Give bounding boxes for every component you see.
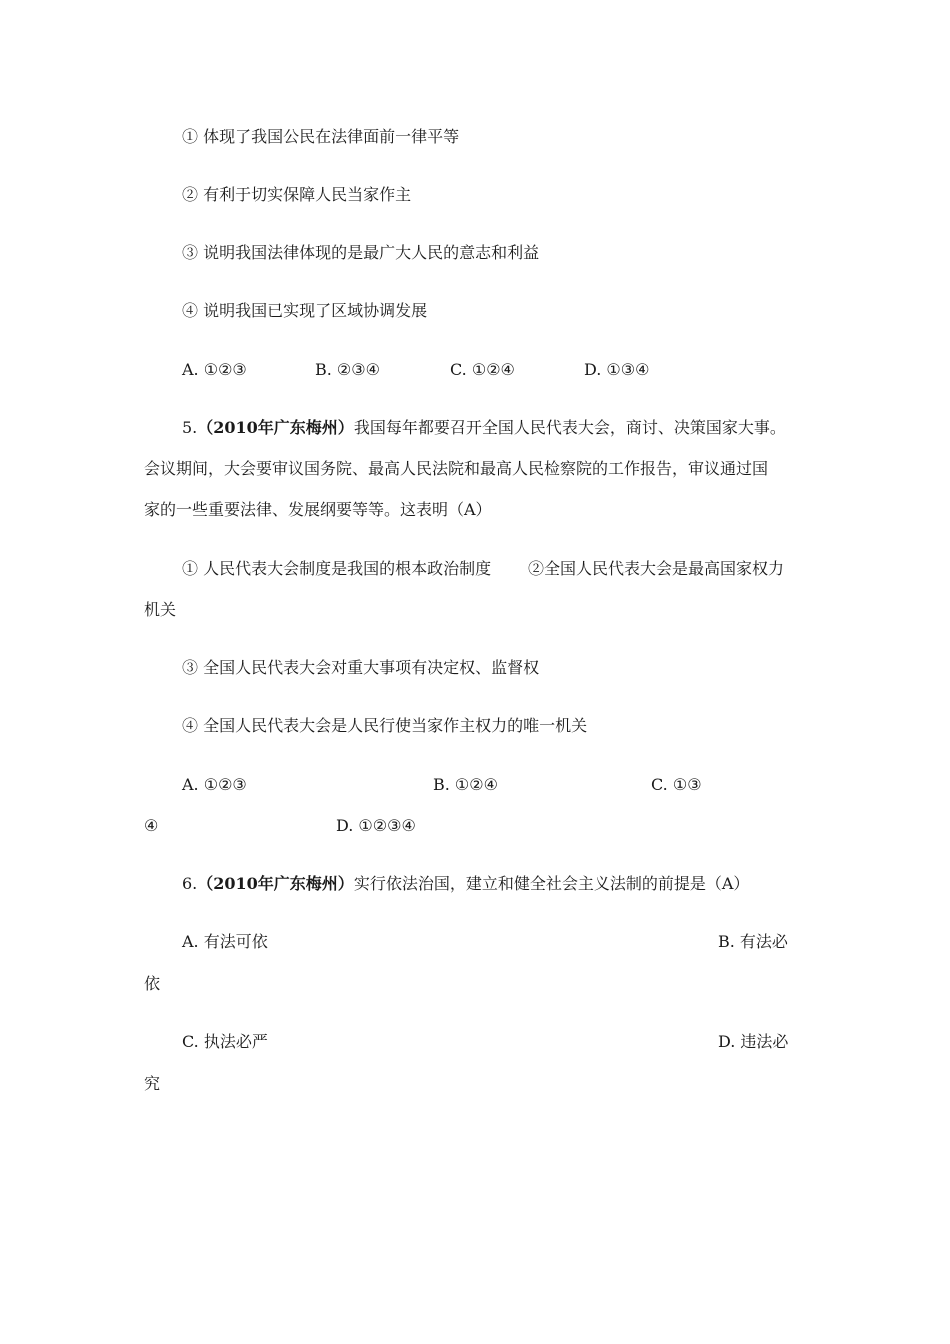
q4-item-1: ① 体现了我国公民在法律面前一律平等 [182,127,460,146]
q6-choice-b: B. 有法必 [718,932,788,951]
q5-choice-b: B. ①②④ [433,775,498,794]
q5-item-2-continued: 机关 [144,600,177,619]
q4-item-2: ② 有利于切实保障人民当家作主 [182,185,412,204]
q5-stem-line-3: 家的一些重要法律、发展纲要等等。这表明（A） [144,500,492,519]
q5-stem-text: 我国每年都要召开全国人民代表大会，商讨、决策国家大事。 [353,418,786,437]
q6-choice-b-continued: 依 [144,974,161,993]
q5-choice-a: A. ①②③ [182,775,247,794]
q5-item-4: ④ 全国人民代表大会是人民行使当家作主权力的唯一机关 [182,716,588,735]
q5-number: 5. [182,418,198,437]
q6-source: （2010年广东梅州） [197,874,354,893]
q5-stem-line-1 [182,418,786,438]
q4-choice-d: D. ①③④ [584,360,650,379]
q5-choice-c-continued: ④ [144,816,159,835]
q5-choice-d: D. ①②③④ [336,816,416,835]
q6-stem-text: 实行依法治国，建立和健全社会主义法制的前提是（A） [353,874,750,893]
q4-choice-b: B. ②③④ [315,360,380,379]
q4-choice-c: C. ①②④ [450,360,515,379]
q4-choice-a: A. ①②③ [182,360,247,379]
q4-item-4: ④ 说明我国已实现了区域协调发展 [182,301,428,320]
q5-item-1: ① 人民代表大会制度是我国的根本政治制度 [182,559,492,578]
q5-item-3: ③ 全国人民代表大会对重大事项有决定权、监督权 [182,658,540,677]
q4-item-3: ③ 说明我国法律体现的是最广大人民的意志和利益 [182,243,540,262]
q6-choice-d: D. 违法必 [718,1032,789,1051]
q5-item-2: ②全国人民代表大会是最高国家权力 [528,559,785,578]
q6-number: 6. [182,874,198,893]
q5-stem-line-2: 会议期间，大会要审议国务院、最高人民法院和最高人民检察院的工作报告，审议通过国 [144,459,769,478]
q6-choice-a: A. 有法可依 [182,932,268,951]
q5-choice-c: C. ①③ [651,775,702,794]
q5-source: （2010年广东梅州） [197,418,354,437]
q6-choice-c: C. 执法必严 [182,1032,268,1051]
q6-choice-d-continued: 究 [144,1074,161,1093]
q6-stem [182,874,749,894]
